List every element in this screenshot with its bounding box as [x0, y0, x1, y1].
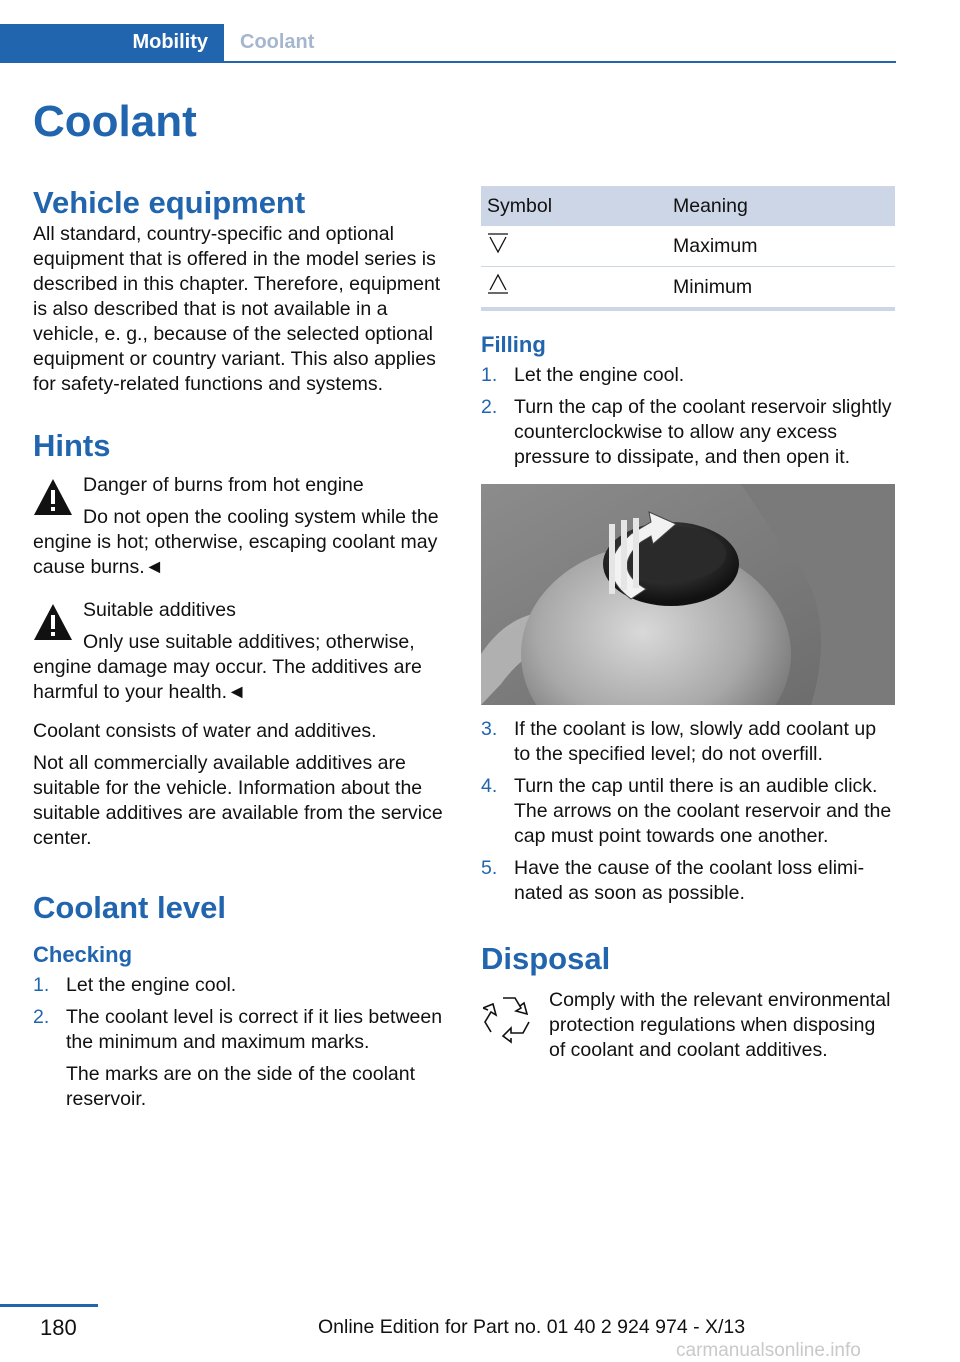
chapter-tab-coolant[interactable]: Coolant: [240, 31, 315, 53]
warning-additives-text: Only use suitable additives; otherwise, engine damage may occur. The additives are harmful to your health.◄: [33, 631, 422, 703]
warning-triangle-icon: [33, 477, 73, 517]
section-tab-mobility[interactable]: Mobility: [0, 24, 224, 61]
page-title: Coolant: [33, 97, 197, 146]
filling-heading: Filling: [481, 332, 546, 357]
page-number: 180: [40, 1315, 77, 1340]
vehicle-equipment-heading: Vehicle equipment: [33, 185, 306, 220]
footer-line: [0, 1304, 98, 1307]
coolant-level-heading: Coolant level: [33, 890, 226, 925]
warning-triangle-icon: [33, 602, 73, 642]
list-item: 1. Let the engine cool.: [33, 974, 237, 996]
filling-steps-b: [481, 717, 895, 906]
list-item: 2. The coolant level is correct if it lies between the minimum and maximum marks. The marks are on the side of the coolant reservoir.: [33, 1006, 443, 1110]
disposal-heading: Disposal: [481, 941, 611, 976]
filling-steps-a: [481, 363, 895, 470]
list-item: 3. If the coolant is low, slowly add coolant up to the specified level; do not overfill.: [481, 718, 877, 765]
checking-steps: [33, 973, 448, 1112]
recycling-icon: [483, 992, 535, 1044]
maximum-mark-icon: [487, 232, 509, 254]
warning-additives-title: Suitable additives: [83, 599, 236, 621]
table-header-meaning: Meaning: [673, 186, 895, 226]
left-column: [33, 184, 448, 1119]
warning-burns-title: Danger of burns from hot engine: [83, 474, 364, 496]
warning-additives: [33, 598, 448, 705]
edition-info: Online Edition for Part no. 01 40 2 924 974 - X/13: [318, 1316, 746, 1338]
additives-info-text: Not all commercially available additives are suitable for the vehicle. Information about the suitable additives are available from the service center.: [33, 752, 443, 849]
coolant-reservoir-photo: [481, 484, 895, 705]
disposal-note: Comply with the relevant environmental protection regulations when disposing of coolant and coolant additives.: [481, 988, 895, 1063]
minimum-mark-icon: [487, 273, 509, 295]
hints-heading: Hints: [33, 428, 111, 463]
warning-burns: [33, 473, 448, 580]
table-row: Minimum: [481, 267, 895, 310]
warning-burns-text: Do not open the cooling system while the engine is hot; otherwise, escaping coolant may cause burns.◄: [33, 506, 439, 578]
vehicle-equipment-text: All standard, country-specific and optional equipment that is offered in the model series is described in this chapter. Therefore, equipment is also described that is not available in a vehicle, e. g., because of the selected optional equipment or country variant. This also applies for safety-related functions and systems.: [33, 223, 441, 395]
coolant-composition-text: Coolant consists of water and additives.: [33, 720, 377, 742]
checking-heading: Checking: [33, 942, 133, 967]
list-item: 5. Have the cause of the coolant loss eliminated as soon as possible.: [481, 857, 865, 904]
watermark: carmanualsonline.info: [676, 1340, 861, 1361]
list-item: 1. Let the engine cool.: [481, 364, 685, 386]
list-item: 2. Turn the cap of the coolant reservoir slightly counterclockwise to allow any excess pressure to dissipate, and then open it.: [481, 396, 892, 468]
table-row: Maximum: [481, 226, 895, 267]
table-header-symbol: Symbol: [481, 186, 673, 226]
list-item: 4. Turn the cap until there is an audible click. The arrows on the coolant reservoir and the cap must point towards one another.: [481, 775, 892, 847]
right-column: [481, 186, 895, 1063]
symbol-table: [481, 186, 895, 311]
